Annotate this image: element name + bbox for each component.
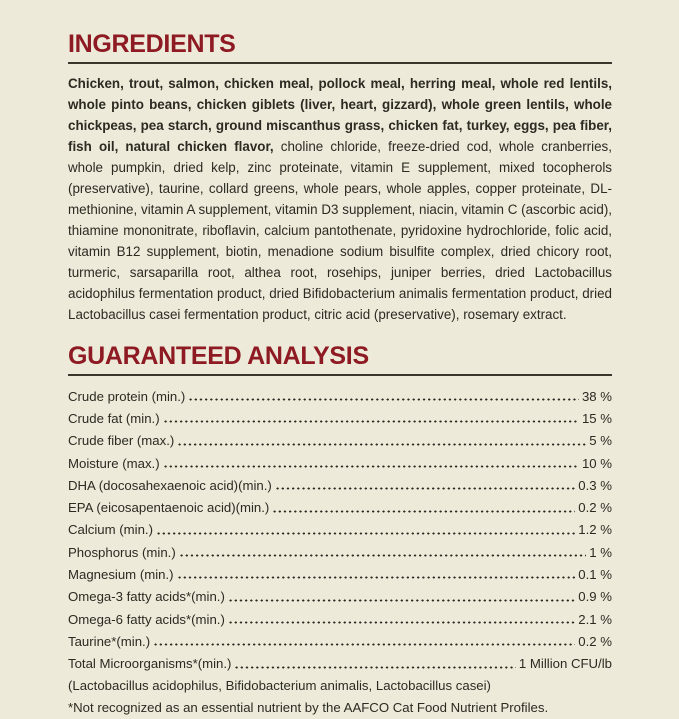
- analysis-row-value: 5 %: [589, 433, 612, 449]
- analysis-row: [68, 474, 612, 496]
- guaranteed-analysis-divider: [68, 374, 612, 376]
- analysis-row-label: Crude fiber (max.): [68, 433, 175, 449]
- analysis-row-label: Taurine*(min.): [68, 633, 151, 649]
- analysis-row-value: 2.1 %: [578, 611, 612, 627]
- dot-leader: [177, 563, 576, 585]
- guaranteed-analysis-section: [68, 342, 612, 719]
- analysis-row-label: Magnesium (min.): [68, 567, 174, 583]
- ingredients-paragraph: [68, 73, 612, 325]
- dot-leader: [179, 541, 587, 563]
- microorganisms-note: (Lactobacillus acidophilus, Bifidobacterium animalis, Lactobacillus casei): [68, 677, 491, 693]
- analysis-row-value: 15 %: [581, 410, 612, 426]
- ingredients-title: INGREDIENTS: [68, 30, 236, 58]
- analysis-row-value: 1 %: [589, 544, 612, 560]
- analysis-row: [68, 496, 612, 518]
- analysis-row: [68, 407, 612, 429]
- ingredients-section: [68, 30, 612, 325]
- analysis-row: [68, 385, 612, 407]
- analysis-row-label: Calcium (min.): [68, 522, 153, 538]
- analysis-row: [68, 452, 612, 474]
- analysis-row-label: Omega-6 fatty acids*(min.): [68, 611, 225, 627]
- analysis-row-label: Crude protein (min.): [68, 388, 186, 404]
- analysis-table: [68, 385, 612, 675]
- analysis-row: [68, 630, 612, 652]
- analysis-row-label: Phosphorus (min.): [68, 544, 176, 560]
- dot-leader: [228, 608, 575, 630]
- analysis-row-label: Moisture (max.): [68, 455, 160, 471]
- dot-leader: [272, 496, 575, 518]
- dot-leader: [153, 630, 575, 652]
- analysis-row: [68, 430, 612, 452]
- analysis-row-value: 10 %: [581, 455, 612, 471]
- dot-leader: [275, 474, 576, 496]
- analysis-row: [68, 541, 612, 563]
- aafco-footnote: *Not recognized as an essential nutrient by the AAFCO Cat Food Nutrient Profiles.: [68, 700, 549, 716]
- guaranteed-analysis-title: GUARANTEED ANALYSIS: [68, 342, 369, 370]
- analysis-row-label: EPA (eicosapentaenoic acid)(min.): [68, 500, 270, 516]
- analysis-row-value: 1.2 %: [578, 522, 612, 538]
- dot-leader: [163, 407, 579, 429]
- dot-leader: [156, 519, 575, 541]
- analysis-row-label: Total Microorganisms*(min.): [68, 656, 232, 672]
- analysis-row: [68, 653, 612, 675]
- analysis-row-value: 38 %: [581, 388, 612, 404]
- analysis-row-value: 0.2 %: [578, 633, 612, 649]
- analysis-row: [68, 519, 612, 541]
- dot-leader: [228, 586, 575, 608]
- analysis-row-label: DHA (docosahexaenoic acid)(min.): [68, 477, 272, 493]
- analysis-row: [68, 608, 612, 630]
- ingredients-primary-list: Chicken, trout, salmon, chicken meal, pollock meal, herring meal, whole red lentils, whole pinto beans, chicken giblets (liver, heart, gizzard), whole green lentils, whole chickpeas, pea starch, ground miscanthus grass, chicken fat, turkey, eggs, pea fiber, fish oil, natural chicken flavor,: [68, 76, 612, 154]
- analysis-row: [68, 586, 612, 608]
- analysis-row: [68, 563, 612, 585]
- analysis-row-value: 1 Million CFU/lb: [518, 656, 612, 672]
- dot-leader: [188, 385, 579, 407]
- ingredients-divider: [68, 62, 612, 64]
- analysis-row-label: Omega-3 fatty acids*(min.): [68, 589, 225, 605]
- analysis-row-value: 0.9 %: [578, 589, 612, 605]
- ingredients-secondary-list: choline chloride, freeze-dried cod, whole cranberries, whole pumpkin, dried kelp, zinc proteinate, vitamin E supplement, mixed tocopherols (preservative), taurine, collard greens, whole pears, whole apples, copper proteinate, DL-methionine, vitamin A supplement, vitamin D3 supplement, niacin, vitamin C (ascorbic acid), thiamine mononitrate, riboflavin, calcium pantothenate, pyridoxine hydrochloride, folic acid, vitamin B12 supplement, biotin, menadione sodium bisulfite complex, dried chicory root, turmeric, sarsaparilla root, althea root, rosehips, juniper berries, dried Lactobacillus acidophilus fermentation product, dried Bifidobacterium animalis fermentation product, dried Lactobacillus casei fermentation product, citric acid (preservative), rosemary extract.: [68, 139, 612, 322]
- analysis-row-value: 0.2 %: [578, 500, 612, 516]
- analysis-row-value: 0.1 %: [578, 567, 612, 583]
- dot-leader: [234, 653, 516, 675]
- dot-leader: [163, 452, 579, 474]
- analysis-row-label: Crude fat (min.): [68, 410, 160, 426]
- dot-leader: [177, 430, 586, 452]
- analysis-row-value: 0.3 %: [578, 477, 612, 493]
